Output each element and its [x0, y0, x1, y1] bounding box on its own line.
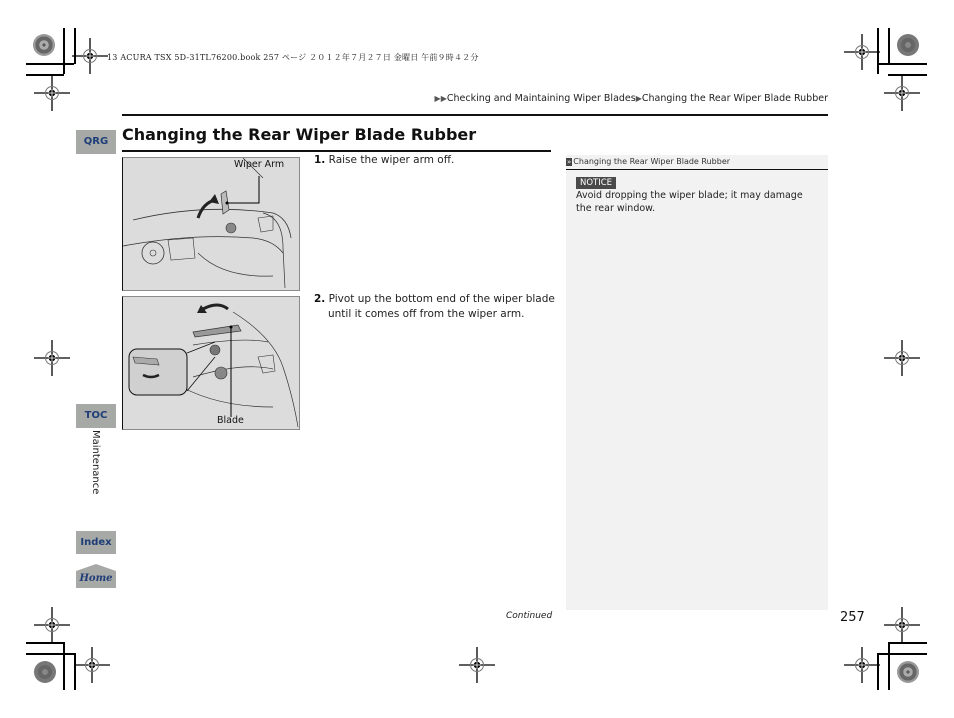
step-2 [314, 292, 555, 322]
step-number: 2. [314, 293, 326, 305]
rear-hatch-illustration-icon [123, 158, 300, 291]
figure-wiper-arm [122, 157, 300, 291]
figure-label-wiper-arm: Wiper Arm [234, 159, 285, 170]
notice-text: Avoid dropping the wiper blade; it may damage the rear window. [576, 190, 803, 214]
triangle-right-icon: ▶ [635, 94, 642, 103]
section-label: Maintenance [90, 430, 101, 495]
note-header-text[interactable]: Changing the Rear Wiper Blade Rubber [573, 157, 731, 166]
notice-badge: NOTICE [576, 177, 616, 189]
home-button[interactable] [76, 564, 116, 588]
home-icon [76, 564, 116, 588]
page-number: 257 [840, 610, 865, 625]
step-text-line-2: until it comes off from the wiper arm. [328, 308, 525, 320]
breadcrumb [435, 93, 828, 104]
step-1 [314, 153, 454, 168]
figure-blade [122, 296, 300, 430]
breadcrumb-item-checking[interactable]: Checking and Maintaining Wiper Blades [446, 93, 636, 104]
continued-label: Continued [506, 611, 553, 621]
print-header: 13 ACURA TSX 5D-31TL76200.book 257 ページ ２０１２年７月２７日 金曜日 午前９時４２分 [107, 53, 479, 62]
toc-button[interactable]: TOC [76, 404, 116, 428]
step-text-line-1: Pivot up the bottom end of the wiper blade [328, 293, 555, 305]
breadcrumb-item-current[interactable]: Changing the Rear Wiper Blade Rubber [641, 93, 828, 104]
header-rule [122, 114, 828, 116]
note-header [566, 155, 828, 170]
qrg-button[interactable]: QRG [76, 130, 116, 154]
figure-label-blade: Blade [217, 415, 244, 426]
step-number: 1. [314, 154, 326, 166]
double-chevron-icon: » [567, 158, 572, 166]
wiper-blade-illustration-icon [123, 297, 300, 430]
double-triangle-right-icon: ▶▶ [434, 94, 447, 103]
title-rule [122, 150, 551, 152]
step-text: Raise the wiper arm off. [328, 154, 455, 166]
index-button[interactable]: Index [76, 531, 116, 554]
page-title: Changing the Rear Wiper Blade Rubber [122, 125, 477, 144]
sidebar-note-panel [566, 155, 828, 610]
svg-text:Home: Home [79, 573, 113, 584]
